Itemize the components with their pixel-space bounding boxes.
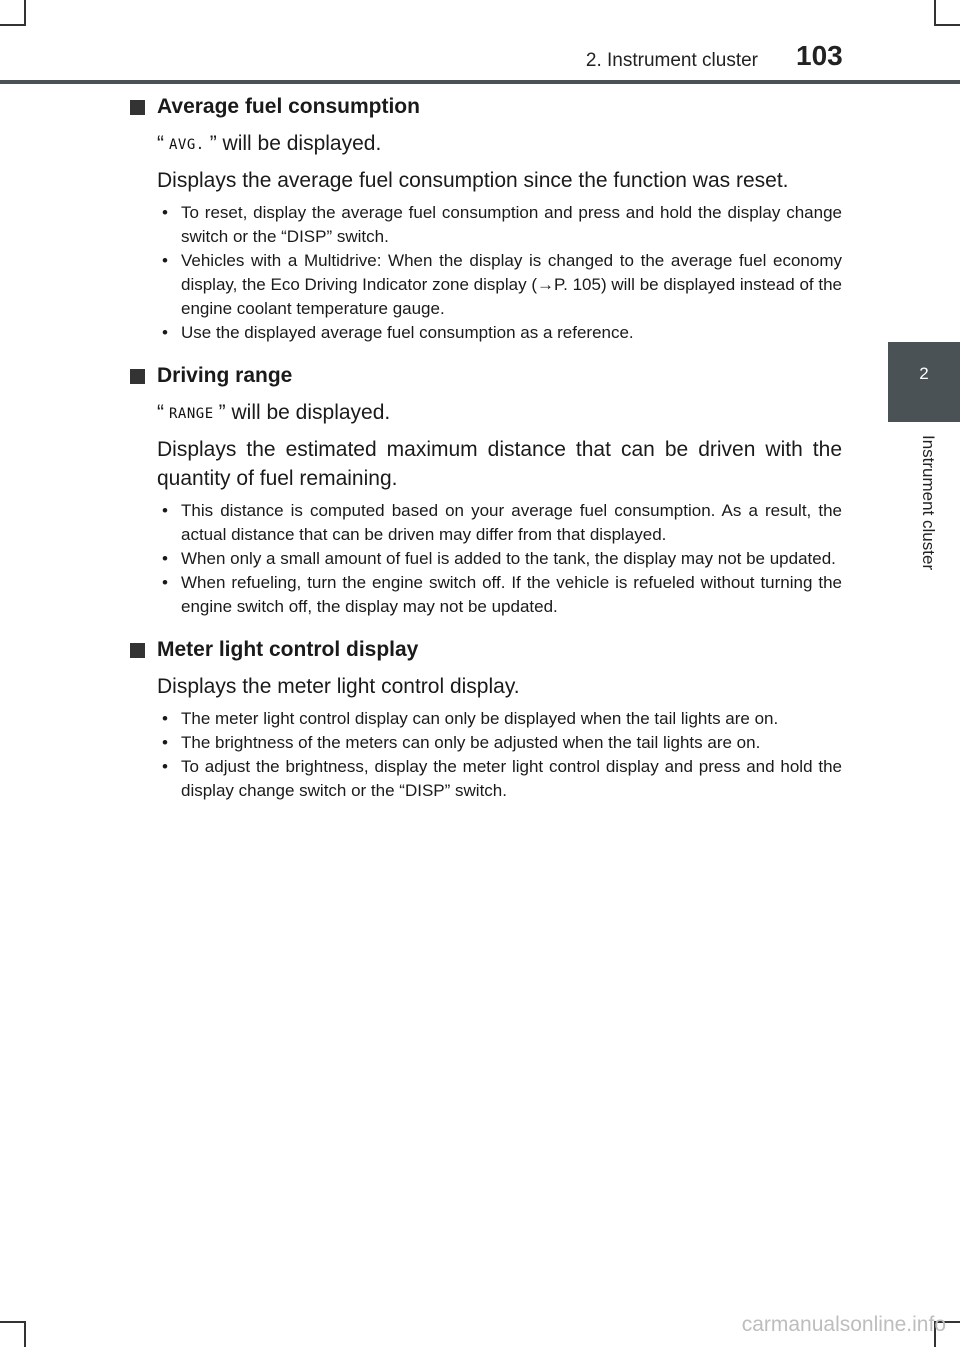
list-item: • When refueling, turn the engine switch off. If the vehicle is refueled without turning the engine switch off, the display may not be updated. [162,573,842,616]
watermark: carmanualsonline.info [741,1313,946,1336]
display-indicator-line: “ RANGE ” will be displayed. [157,398,842,429]
section-driving-range [130,361,842,619]
section-title: Driving range [130,361,842,391]
section-paragraph: Displays the meter light control display. [157,675,520,698]
crop-mark [24,0,26,26]
square-bullet-icon [130,643,145,658]
list-item: • To adjust the brightness, display the meter light control display and press and hold the display change switch or the “DISP” switch. [162,757,842,800]
square-bullet-icon [130,100,145,115]
crop-mark [936,24,960,26]
bullet-list [157,707,842,803]
list-item: • Vehicles with a Multidrive: When the display is changed to the average fuel economy display, the Eco Driving Indicator zone display (→P. 105) will be displayed instead of the engine coolant temperature gauge. [162,251,842,318]
lcd-display-text: AVG. [169,137,205,153]
crop-mark [934,0,936,26]
chapter-tab-label: Instrument cluster [919,435,938,571]
crop-mark [24,1321,26,1347]
list-item: • The meter light control display can only be displayed when the tail lights are on. [162,709,779,728]
crop-mark [0,1321,24,1323]
list-item: • To reset, display the average fuel consumption and press and hold the display change switch or the “DISP” switch. [162,203,842,246]
list-item: • Use the displayed average fuel consumption as a reference. [162,323,634,342]
section-title: Average fuel consumption [130,92,842,122]
page-content [130,92,842,813]
chapter-tab [888,342,960,422]
header-rule [0,80,960,84]
section-meter-light-control-display [130,635,842,803]
lcd-display-text: RANGE [169,406,214,422]
square-bullet-icon [130,369,145,384]
section-paragraph: Displays the average fuel consumption since the function was reset. [157,169,789,192]
display-indicator-line: “ AVG. ” will be displayed. [157,129,842,160]
list-item: • The brightness of the meters can only be adjusted when the tail lights are on. [162,733,761,752]
crop-mark [0,24,24,26]
bullet-list [157,201,842,345]
list-item: • When only a small amount of fuel is added to the tank, the display may not be updated. [162,549,836,568]
section-title: Meter light control display [130,635,842,665]
page-number: 103 [796,40,843,71]
bullet-list [157,499,842,619]
list-item: • This distance is computed based on your average fuel consumption. As a result, the actual distance that can be driven may differ from that displayed. [162,501,842,544]
section-average-fuel-consumption [130,92,842,345]
section-paragraph: Displays the estimated maximum distance that can be driven with the quantity of fuel remaining. [157,438,842,490]
running-header-section: 2. Instrument cluster [585,50,758,71]
chapter-tab-number: 2 [919,364,929,383]
